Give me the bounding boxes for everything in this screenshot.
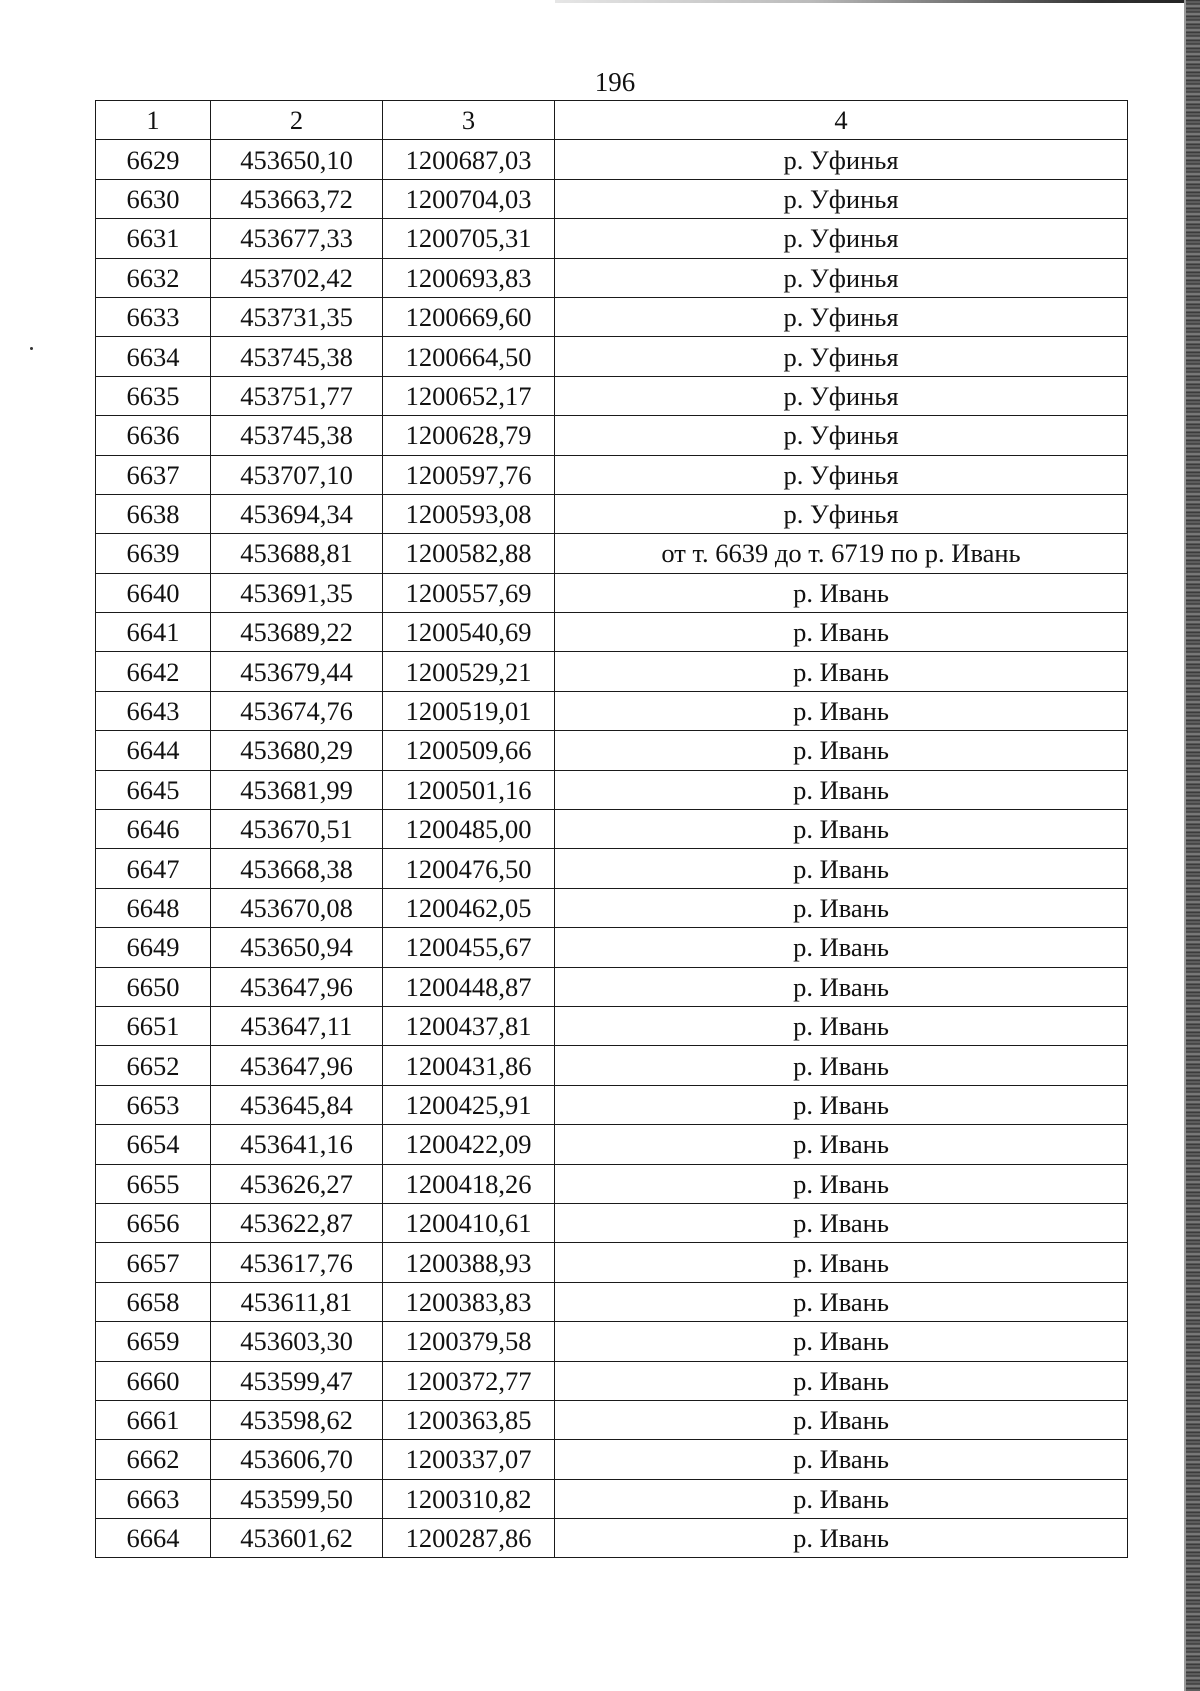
table-row [96,1479,1128,1518]
x-coordinate-cell: 453688,81 [211,534,383,573]
y-coordinate-cell: 1200455,67 [383,928,555,967]
table-row [96,652,1128,691]
y-coordinate-cell: 1200337,07 [383,1440,555,1479]
y-coordinate-cell: 1200379,58 [383,1322,555,1361]
table-row [96,967,1128,1006]
table-row [96,258,1128,297]
table-row [96,1282,1128,1321]
point-number-cell: 6650 [96,967,211,1006]
point-number-cell: 6647 [96,849,211,888]
y-coordinate-cell: 1200410,61 [383,1203,555,1242]
x-coordinate-cell: 453603,30 [211,1322,383,1361]
y-coordinate-cell: 1200705,31 [383,219,555,258]
description-cell: р. Уфинья [555,416,1128,455]
description-cell: р. Ивань [555,1046,1128,1085]
y-coordinate-cell: 1200593,08 [383,494,555,533]
column-header-3: 3 [383,101,555,140]
table-row [96,179,1128,218]
point-number-cell: 6661 [96,1400,211,1439]
point-number-cell: 6639 [96,534,211,573]
column-header-2: 2 [211,101,383,140]
x-coordinate-cell: 453650,10 [211,140,383,179]
x-coordinate-cell: 453626,27 [211,1164,383,1203]
description-cell: р. Уфинья [555,219,1128,258]
point-number-cell: 6657 [96,1243,211,1282]
y-coordinate-cell: 1200431,86 [383,1046,555,1085]
x-coordinate-cell: 453751,77 [211,376,383,415]
y-coordinate-cell: 1200652,17 [383,376,555,415]
point-number-cell: 6659 [96,1322,211,1361]
point-number-cell: 6654 [96,1125,211,1164]
page-number: 196 [594,67,636,97]
point-number-cell: 6641 [96,613,211,652]
point-number-cell: 6634 [96,337,211,376]
description-cell: р. Уфинья [555,376,1128,415]
y-coordinate-cell: 1200425,91 [383,1085,555,1124]
y-coordinate-cell: 1200388,93 [383,1243,555,1282]
description-cell: р. Уфинья [555,337,1128,376]
point-number-cell: 6646 [96,810,211,849]
point-number-cell: 6656 [96,1203,211,1242]
description-cell: р. Уфинья [555,258,1128,297]
table-row [96,416,1128,455]
x-coordinate-cell: 453677,33 [211,219,383,258]
description-cell: р. Ивань [555,770,1128,809]
table-row [96,1440,1128,1479]
y-coordinate-cell: 1200448,87 [383,967,555,1006]
x-coordinate-cell: 453645,84 [211,1085,383,1124]
x-coordinate-cell: 453622,87 [211,1203,383,1242]
y-coordinate-cell: 1200422,09 [383,1125,555,1164]
point-number-cell: 6629 [96,140,211,179]
y-coordinate-cell: 1200597,76 [383,455,555,494]
table-row [96,691,1128,730]
table-row [96,376,1128,415]
table-row [96,1006,1128,1045]
x-coordinate-cell: 453647,96 [211,1046,383,1085]
x-coordinate-cell: 453599,50 [211,1479,383,1518]
table-row [96,534,1128,573]
y-coordinate-cell: 1200693,83 [383,258,555,297]
description-cell: р. Ивань [555,928,1128,967]
y-coordinate-cell: 1200363,85 [383,1400,555,1439]
y-coordinate-cell: 1200437,81 [383,1006,555,1045]
x-coordinate-cell: 453601,62 [211,1519,383,1558]
table-row [96,1125,1128,1164]
x-coordinate-cell: 453598,62 [211,1400,383,1439]
description-cell: р. Уфинья [555,179,1128,218]
point-number-cell: 6664 [96,1519,211,1558]
point-number-cell: 6638 [96,494,211,533]
table-row [96,770,1128,809]
point-number-cell: 6663 [96,1479,211,1518]
table-row [96,455,1128,494]
point-number-cell: 6655 [96,1164,211,1203]
table-row [96,219,1128,258]
x-coordinate-cell: 453611,81 [211,1282,383,1321]
description-cell: р. Ивань [555,1203,1128,1242]
description-cell: р. Ивань [555,1361,1128,1400]
description-cell: р. Уфинья [555,140,1128,179]
description-cell: от т. 6639 до т. 6719 по р. Ивань [555,534,1128,573]
y-coordinate-cell: 1200383,83 [383,1282,555,1321]
table-row [96,928,1128,967]
x-coordinate-cell: 453680,29 [211,731,383,770]
column-header-1: 1 [96,101,211,140]
description-cell: р. Уфинья [555,297,1128,336]
point-number-cell: 6631 [96,219,211,258]
description-cell: р. Уфинья [555,494,1128,533]
description-cell: р. Ивань [555,1006,1128,1045]
table-row [96,1322,1128,1361]
description-cell: р. Ивань [555,1400,1128,1439]
y-coordinate-cell: 1200372,77 [383,1361,555,1400]
x-coordinate-cell: 453674,76 [211,691,383,730]
y-coordinate-cell: 1200310,82 [383,1479,555,1518]
table-row [96,1519,1128,1558]
x-coordinate-cell: 453702,42 [211,258,383,297]
x-coordinate-cell: 453731,35 [211,297,383,336]
table-row [96,849,1128,888]
table-row [96,1361,1128,1400]
x-coordinate-cell: 453647,96 [211,967,383,1006]
point-number-cell: 6645 [96,770,211,809]
table-row [96,297,1128,336]
table-body [96,140,1128,1558]
x-coordinate-cell: 453694,34 [211,494,383,533]
y-coordinate-cell: 1200540,69 [383,613,555,652]
x-coordinate-cell: 453617,76 [211,1243,383,1282]
description-cell: р. Ивань [555,731,1128,770]
point-number-cell: 6644 [96,731,211,770]
y-coordinate-cell: 1200519,01 [383,691,555,730]
point-number-cell: 6652 [96,1046,211,1085]
y-coordinate-cell: 1200501,16 [383,770,555,809]
table-row [96,1243,1128,1282]
point-number-cell: 6642 [96,652,211,691]
table-row [96,1046,1128,1085]
description-cell: р. Ивань [555,849,1128,888]
y-coordinate-cell: 1200704,03 [383,179,555,218]
table-row [96,140,1128,179]
description-cell: р. Ивань [555,1479,1128,1518]
table-row [96,1085,1128,1124]
y-coordinate-cell: 1200485,00 [383,810,555,849]
point-number-cell: 6635 [96,376,211,415]
description-cell: р. Ивань [555,1519,1128,1558]
description-cell: р. Ивань [555,613,1128,652]
column-header-4: 4 [555,101,1128,140]
point-number-cell: 6658 [96,1282,211,1321]
description-cell: р. Ивань [555,652,1128,691]
table-row [96,1164,1128,1203]
y-coordinate-cell: 1200462,05 [383,888,555,927]
table-row [96,494,1128,533]
point-number-cell: 6640 [96,573,211,612]
x-coordinate-cell: 453641,16 [211,1125,383,1164]
scan-right-edge [1186,0,1200,1691]
x-coordinate-cell: 453691,35 [211,573,383,612]
y-coordinate-cell: 1200669,60 [383,297,555,336]
x-coordinate-cell: 453745,38 [211,337,383,376]
point-number-cell: 6660 [96,1361,211,1400]
table-row [96,613,1128,652]
y-coordinate-cell: 1200628,79 [383,416,555,455]
point-number-cell: 6630 [96,179,211,218]
table-row [96,337,1128,376]
description-cell: р. Ивань [555,1282,1128,1321]
x-coordinate-cell: 453707,10 [211,455,383,494]
description-cell: р. Ивань [555,1440,1128,1479]
description-cell: р. Ивань [555,967,1128,1006]
point-number-cell: 6648 [96,888,211,927]
table-header-row [96,101,1128,140]
table-row [96,1400,1128,1439]
description-cell: р. Ивань [555,1125,1128,1164]
table-row [96,1203,1128,1242]
x-coordinate-cell: 453681,99 [211,770,383,809]
x-coordinate-cell: 453606,70 [211,1440,383,1479]
x-coordinate-cell: 453670,08 [211,888,383,927]
table-row [96,810,1128,849]
y-coordinate-cell: 1200418,26 [383,1164,555,1203]
x-coordinate-cell: 453650,94 [211,928,383,967]
point-number-cell: 6636 [96,416,211,455]
point-number-cell: 6637 [96,455,211,494]
point-number-cell: 6651 [96,1006,211,1045]
x-coordinate-cell: 453668,38 [211,849,383,888]
x-coordinate-cell: 453647,11 [211,1006,383,1045]
description-cell: р. Ивань [555,573,1128,612]
coordinates-table [95,100,1128,1558]
scan-top-edge [555,0,1195,3]
description-cell: р. Ивань [555,691,1128,730]
point-number-cell: 6653 [96,1085,211,1124]
point-number-cell: 6662 [96,1440,211,1479]
y-coordinate-cell: 1200557,69 [383,573,555,612]
y-coordinate-cell: 1200476,50 [383,849,555,888]
y-coordinate-cell: 1200582,88 [383,534,555,573]
table-row [96,573,1128,612]
scan-speck [30,347,33,350]
description-cell: р. Ивань [555,888,1128,927]
x-coordinate-cell: 453599,47 [211,1361,383,1400]
description-cell: р. Ивань [555,1164,1128,1203]
point-number-cell: 6649 [96,928,211,967]
y-coordinate-cell: 1200687,03 [383,140,555,179]
x-coordinate-cell: 453663,72 [211,179,383,218]
description-cell: р. Ивань [555,1322,1128,1361]
y-coordinate-cell: 1200509,66 [383,731,555,770]
point-number-cell: 6632 [96,258,211,297]
table-row [96,731,1128,770]
point-number-cell: 6633 [96,297,211,336]
x-coordinate-cell: 453745,38 [211,416,383,455]
description-cell: р. Ивань [555,1085,1128,1124]
point-number-cell: 6643 [96,691,211,730]
description-cell: р. Уфинья [555,455,1128,494]
x-coordinate-cell: 453689,22 [211,613,383,652]
description-cell: р. Ивань [555,1243,1128,1282]
x-coordinate-cell: 453679,44 [211,652,383,691]
y-coordinate-cell: 1200529,21 [383,652,555,691]
x-coordinate-cell: 453670,51 [211,810,383,849]
y-coordinate-cell: 1200287,86 [383,1519,555,1558]
description-cell: р. Ивань [555,810,1128,849]
table-row [96,888,1128,927]
y-coordinate-cell: 1200664,50 [383,337,555,376]
